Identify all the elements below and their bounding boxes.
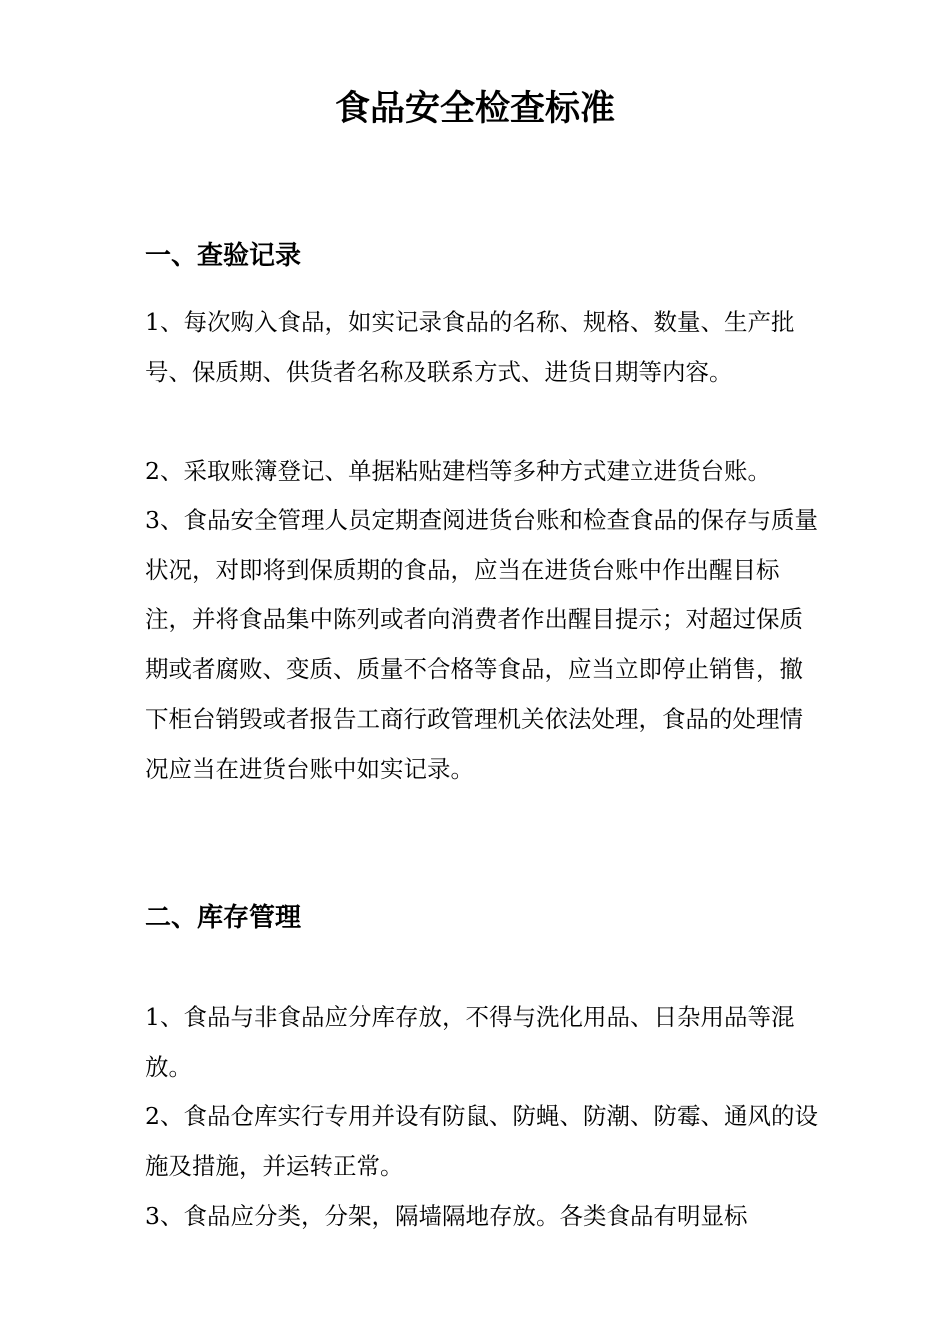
document-title: 食品安全检查标准	[334, 89, 615, 129]
section-1-item-3: 3、食品安全管理人员定期查阅进货台账和检查食品的保存与质量状况，对即将到保质期的食品，应当在进货台账中作出醒目标注，并将食品集中陈列或者向消费者作出醒目提示；对超过保质期或者腐败、变质、质量不合格等食品，应当立即停止销售，撤下柜台销毁或者报告工商行政管理机关依法处理，食品的处理情况应当在进货台账中如实记录。	[145, 506, 818, 783]
section-2-item-1: 1、食品与非食品应分库存放，不得与洗化用品、日杂用品等混放。	[145, 1003, 795, 1081]
section-1-item-1: 1、每次购入食品，如实记录食品的名称、规格、数量、生产批号、保质期、供货者名称及联系方式、进货日期等内容。	[145, 308, 795, 386]
section-heading-inspection-records: 一、查验记录	[145, 241, 302, 271]
section-1-item-2: 2、采取账簿登记、单据粘贴建档等多种方式建立进货台账。	[145, 457, 771, 485]
section-2-item-3: 3、食品应分类，分架，隔墙隔地存放。各类食品有明显标	[145, 1202, 748, 1230]
section-2-item-2: 2、食品仓库实行专用并设有防鼠、防蝇、防潮、防霉、通风的设施及措施，并运转正常。	[145, 1102, 818, 1180]
section-heading-inventory-management: 二、库存管理	[145, 903, 302, 933]
